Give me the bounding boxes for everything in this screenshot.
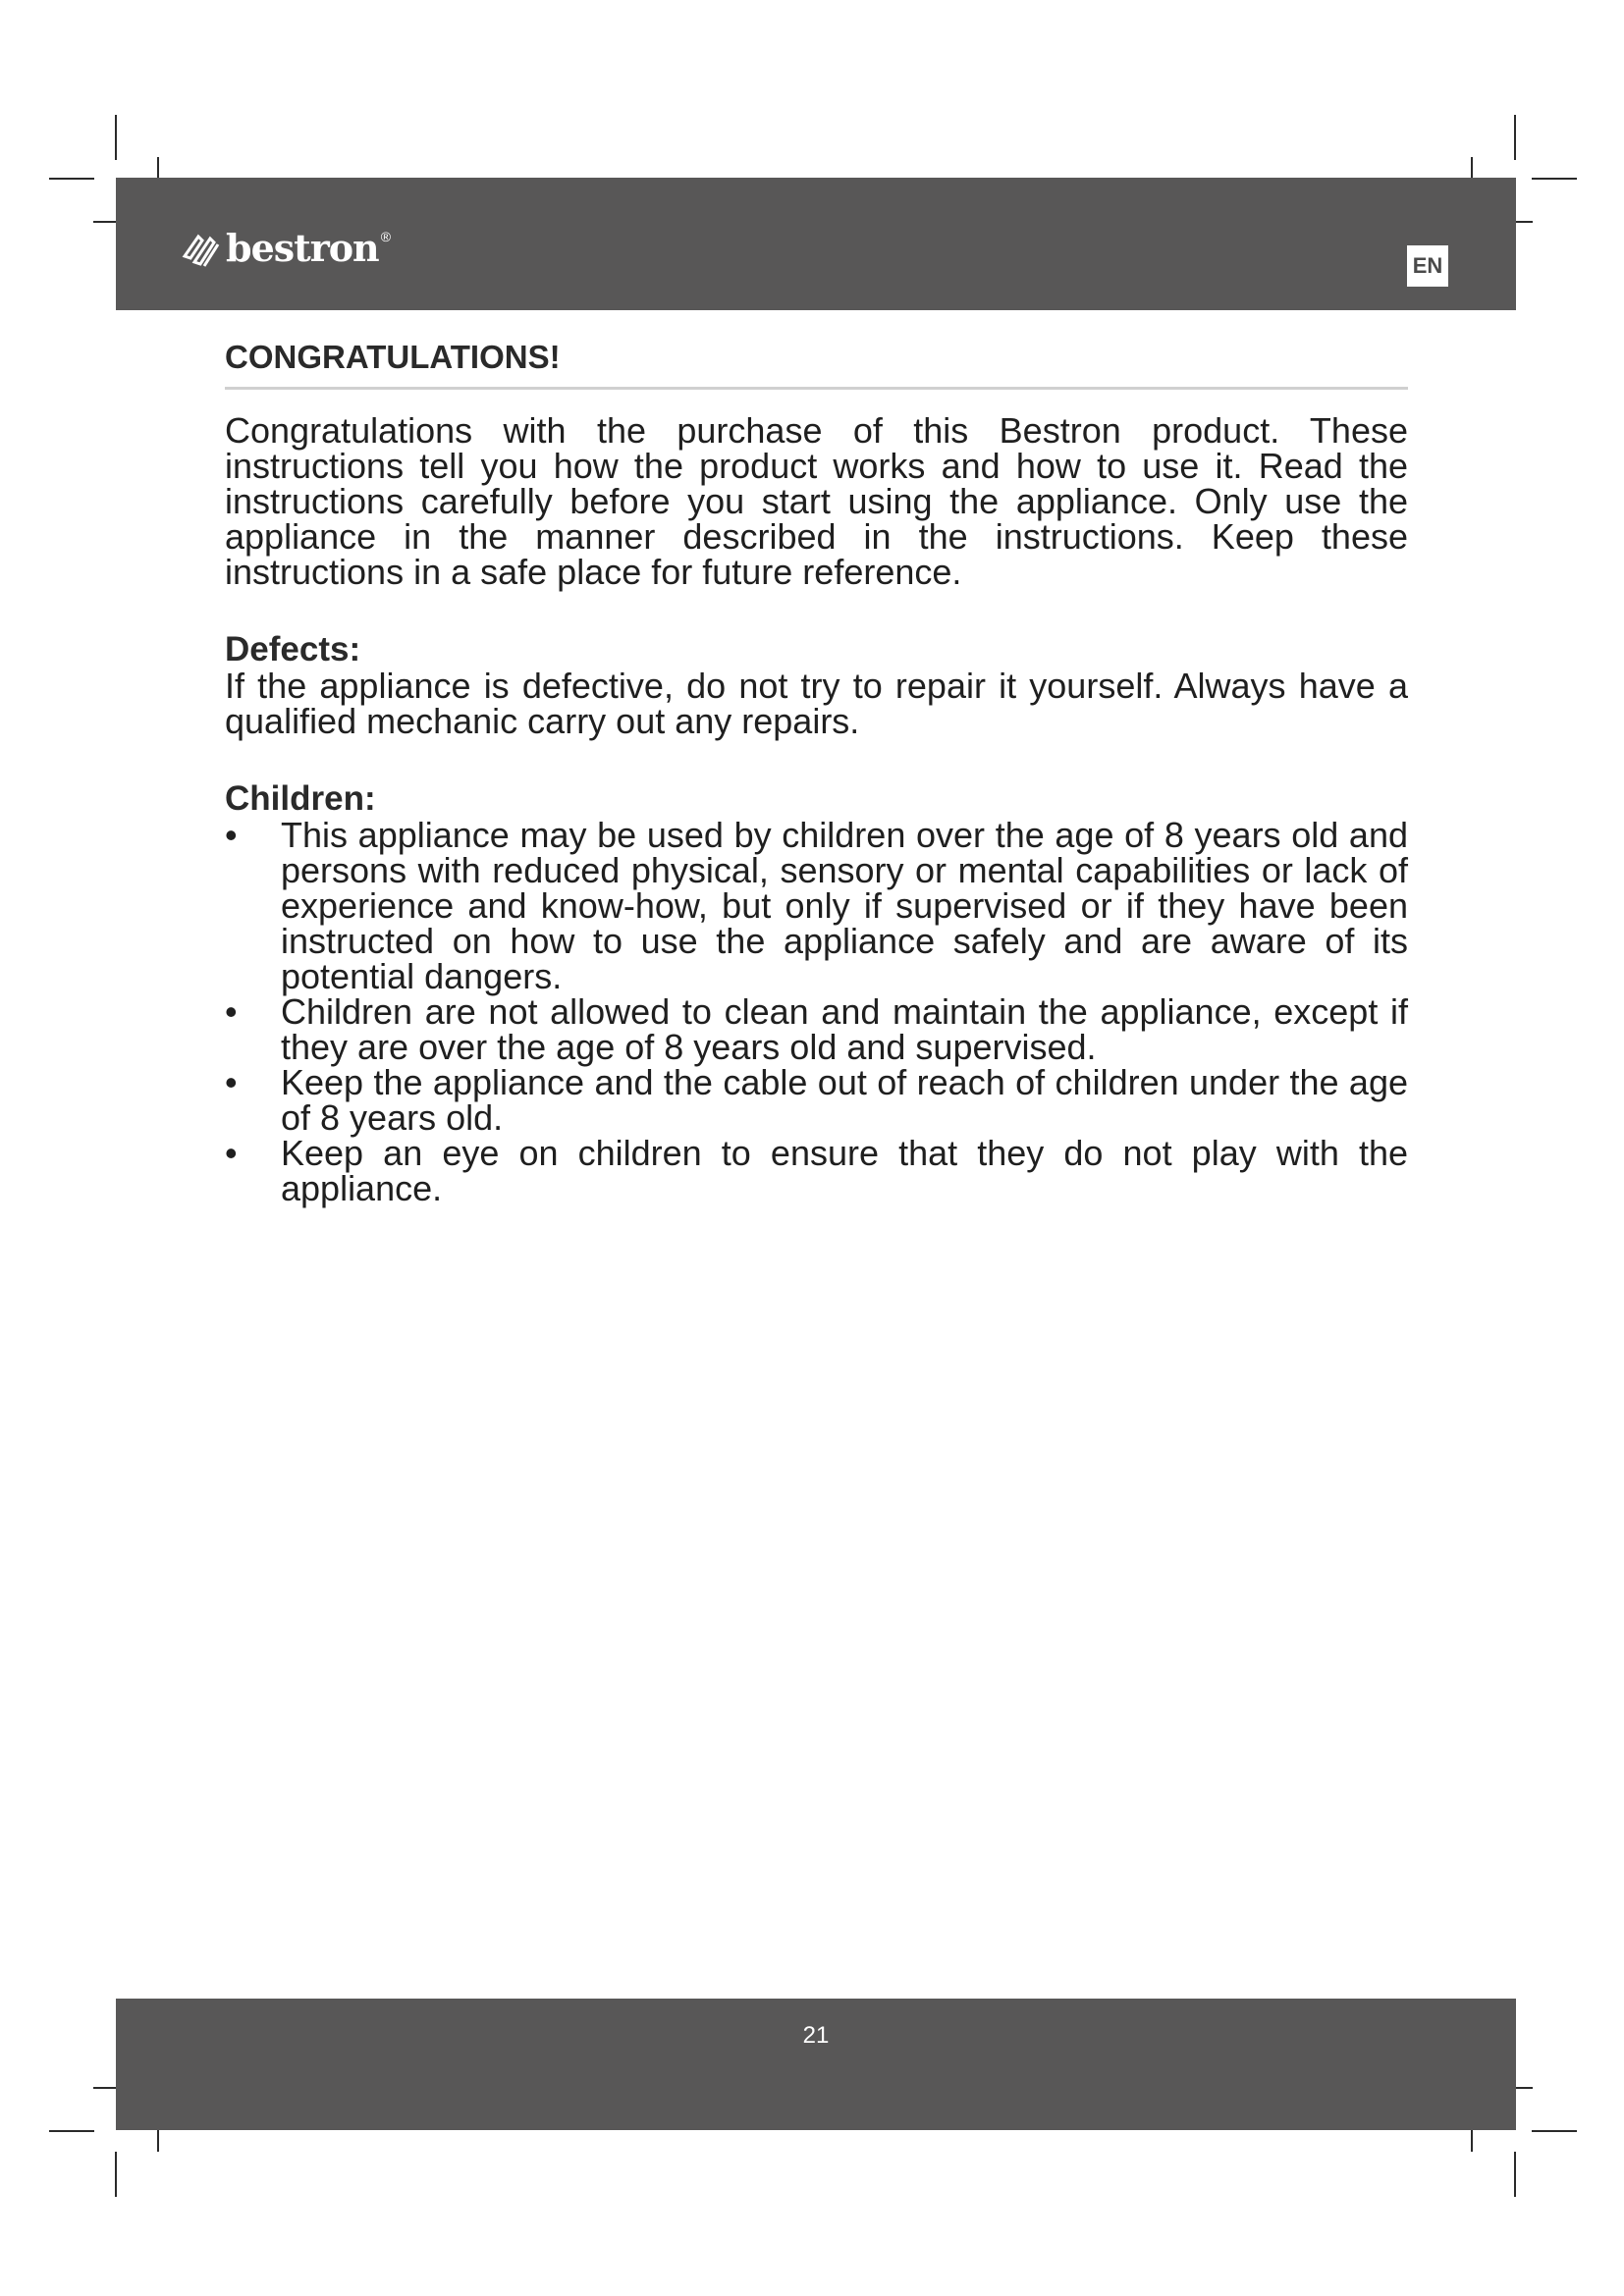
list-item-text: Keep an eye on children to ensure that they do not play with the appliance. [281, 1133, 1408, 1208]
intro-paragraph: Congratulations with the purchase of this Bestron product. These instructions tell you how the product works and how to use it. Read the instructions carefully before you start using the appliance. Only use the appliance in the manner described in the instructions. Keep these instructions in a safe place for future reference. [225, 410, 1408, 592]
crop-mark [1532, 2130, 1577, 2132]
list-item [225, 1062, 1408, 1138]
list-item [225, 815, 1408, 996]
crop-mark [115, 115, 117, 160]
crop-mark [1514, 115, 1516, 160]
list-item [225, 991, 1408, 1067]
children-heading: Children: [225, 779, 376, 818]
page-content [225, 334, 1408, 1206]
brand-name: bestron [226, 226, 379, 270]
page-number: 21 [802, 2022, 830, 2049]
double-chevron-logo-icon [181, 227, 222, 270]
crop-mark [1514, 2152, 1516, 2197]
defects-text: If the appliance is defective, do not try to repair it yourself. Always have a qualified mechanic carry out any repairs. [225, 666, 1408, 741]
list-item-text: Children are not allowed to clean and maintain the appliance, except if they are over the age of 8 years old and supervised. [281, 991, 1408, 1067]
crop-mark [49, 178, 94, 180]
crop-mark [115, 2152, 117, 2197]
children-list [225, 815, 1408, 1208]
header-bar [116, 178, 1516, 310]
bullet-icon: • [225, 1062, 238, 1102]
bullet-icon: • [225, 815, 238, 855]
list-item-text: This appliance may be used by children over the age of 8 years old and persons with reduced physical, sensory or mental capabilities or lack of experience and know-how, but only if supervised or if they have been instructed on how to use the appliance safely and are aware of its potential dangers. [281, 815, 1408, 996]
page-title: CONGRATULATIONS! [225, 334, 1408, 390]
defects-heading: Defects: [225, 630, 361, 668]
crop-mark [1532, 178, 1577, 180]
registered-mark: ® [380, 229, 392, 244]
list-item [225, 1133, 1408, 1208]
bullet-icon: • [225, 991, 238, 1032]
language-badge: EN [1407, 245, 1448, 287]
brand-logo [181, 227, 391, 270]
crop-mark [49, 2130, 94, 2132]
footer-bar [116, 1999, 1516, 2130]
list-item-text: Keep the appliance and the cable out of reach of children under the age of 8 years old. [281, 1062, 1408, 1138]
bullet-icon: • [225, 1133, 238, 1173]
